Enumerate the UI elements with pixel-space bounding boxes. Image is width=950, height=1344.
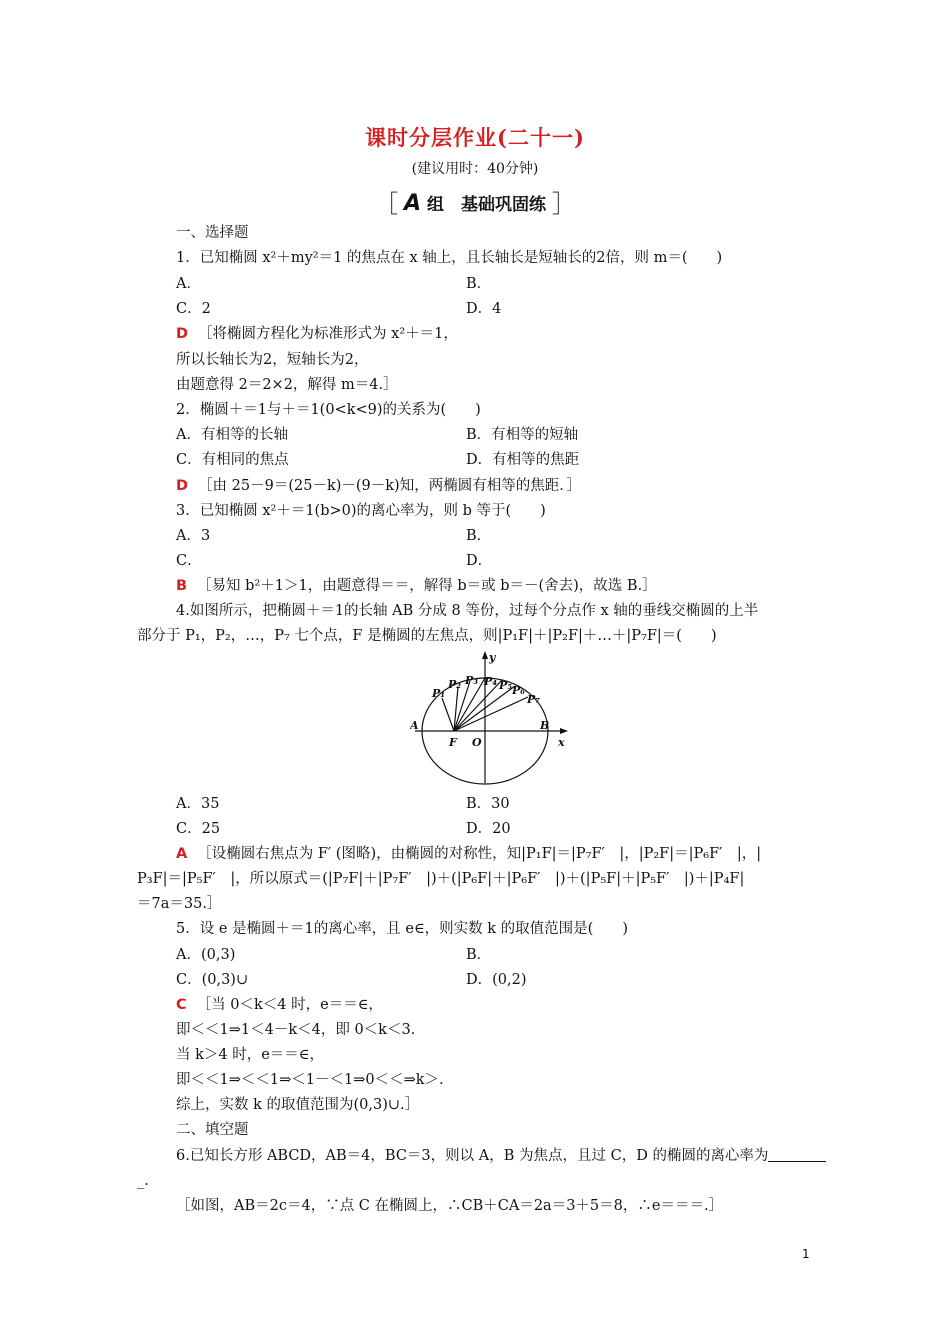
option-a: A．有相等的长轴 — [176, 427, 288, 443]
explanation: 综上，实数 k 的取值范围为(0,3)∪.］ — [176, 1097, 420, 1113]
question-stem-end: _. — [137, 1173, 149, 1189]
option-c: C．25 — [176, 821, 221, 837]
segment-p1 — [442, 698, 454, 731]
label-p4: P₄ — [484, 675, 498, 688]
page-title: 课时分层作业(二十一) — [365, 125, 585, 150]
explanation: 即＜＜1⇒＜＜1⇒＜1－＜1⇒0＜＜⇒k＞. — [176, 1072, 444, 1088]
label-b: B — [540, 719, 550, 732]
label-p3: P₃ — [465, 674, 479, 687]
label-p1: P₁ — [432, 687, 446, 700]
explanation: ［如图，AB＝2c＝4，∵点 C 在椭圆上，∴CB＋CA＝2a＝3＋5＝8，∴e＝＝＝.］ — [176, 1198, 724, 1214]
segment-p7 — [454, 697, 528, 731]
suggested-time: (建议用时：40分钟) — [411, 161, 539, 177]
section-heading: 二、填空题 — [176, 1122, 249, 1138]
label-p5: P₅ — [499, 679, 513, 692]
question-stem — [176, 1146, 826, 1166]
right-bracket: ］ — [551, 190, 576, 218]
option-b: B． — [466, 947, 492, 963]
answer-line — [176, 995, 383, 1015]
explanation: ［易知 b²＋1＞1，由题意得＝＝，解得 b＝或 b＝－(舍去)，故选 B.］ — [197, 578, 657, 594]
group-label: 组 基础巩固练 — [426, 195, 546, 215]
question-stem: 4.如图所示，把椭圆＋＝1的长轴 AB 分成 8 等份，过每个分点作 x 轴的垂线交椭圆的上半 — [176, 603, 759, 619]
answer-letter: D — [176, 478, 189, 494]
question-text: 6.已知长方形 ABCD，AB＝4，BC＝3，则以 A，B 为焦点，且过 C，D 的椭圆的离心率为 — [176, 1148, 769, 1164]
label-x: x — [558, 736, 565, 749]
left-bracket: ［ — [374, 190, 399, 218]
question-stem: 3．已知椭圆 x²＋＝1(b>0)的离心率为，则 b 等于( ) — [176, 503, 546, 519]
x-arrow — [560, 728, 568, 734]
option-b: B．有相等的短轴 — [466, 427, 579, 443]
option-a: A．35 — [176, 796, 220, 812]
option-b: B． — [466, 528, 492, 544]
answer-line — [176, 476, 581, 496]
answer-line — [176, 324, 458, 344]
label-o: O — [472, 736, 482, 749]
label-p7: P₇ — [527, 693, 541, 706]
explanation: P₃F|＝|P₅F′ |，所以原式＝(|P₇F|＋|P₇F′ |)＋(|P₆F|＋|P₆F′ |)＋(|P₅F|＋|P₅F′ |)＋|P₄F| — [137, 871, 745, 887]
option-a: A．3 — [176, 528, 211, 544]
option-d: D．4 — [466, 301, 502, 317]
option-a: A．(0,3) — [176, 947, 236, 963]
option-d: D．(0,2) — [466, 972, 527, 988]
group-heading — [0, 184, 950, 219]
explanation: 即＜＜1⇒1＜4－k＜4，即 0＜k＜3. — [176, 1022, 416, 1038]
option-c: C．2 — [176, 301, 211, 317]
y-arrow — [482, 651, 488, 659]
label-p2: P₂ — [448, 678, 462, 691]
group-letter: A — [404, 191, 422, 216]
explanation: 当 k＞4 时，e＝＝∈， — [176, 1047, 325, 1063]
question-stem: 2．椭圆＋＝1与＋＝1(0<k<9)的关系为( ) — [176, 402, 481, 418]
explanation: ［设椭圆右焦点为 F′ (图略)，由椭圆的对称性，知|P₁F|＝|P₇F′ |，|P₂F|＝|P₆F′ |，| — [197, 846, 762, 862]
explanation: 由题意得 2＝2×2，解得 m＝4.］ — [176, 377, 398, 393]
explanation: ［由 25－9＝(25－k)－(9－k)知，两椭圆有相等的焦距．］ — [198, 478, 581, 494]
label-y: y — [489, 651, 496, 664]
section-heading: 一、选择题 — [176, 225, 249, 241]
explanation: 所以长轴长为2，短轴长为2， — [176, 352, 369, 368]
option-c: C． — [176, 553, 202, 569]
answer-line — [176, 576, 657, 596]
option-b: B．30 — [466, 796, 510, 812]
answer-blank — [768, 1147, 826, 1162]
explanation: ［当 0＜k＜4 时，e＝＝∈， — [196, 997, 383, 1013]
answer-letter: A — [176, 846, 188, 862]
option-c: C．有相同的焦点 — [176, 452, 289, 468]
label-a: A — [410, 719, 419, 732]
option-d: D．20 — [466, 821, 511, 837]
answer-letter: C — [176, 997, 187, 1013]
option-b: B． — [466, 276, 492, 292]
answer-letter: D — [176, 326, 189, 342]
answer-letter: B — [176, 578, 188, 594]
option-d: D． — [466, 553, 493, 569]
page-number: 1 — [802, 1247, 810, 1261]
question-stem: 1．已知椭圆 x²＋my²＝1 的焦点在 x 轴上，且长轴长是短轴长的2倍，则 m＝( ) — [176, 250, 723, 266]
explanation: ［将椭圆方程化为标准形式为 x²＋＝1， — [198, 326, 458, 342]
answer-line — [176, 844, 761, 864]
label-p6: P₆ — [512, 684, 526, 697]
option-c: C．(0,3)∪ — [176, 972, 249, 988]
explanation: ＝7a＝35.］ — [137, 896, 222, 912]
question-stem: 部分于 P₁，P₂，…，P₇ 七个点，F 是椭圆的左焦点，则|P₁F|＋|P₂F|＋…＋|P₇F|＝( ) — [137, 628, 717, 644]
label-f: F — [449, 736, 457, 749]
question-stem: 5．设 e 是椭圆＋＝1的离心率，且 e∈，则实数 k 的取值范围是( ) — [176, 921, 628, 937]
option-d: D．有相等的焦距 — [466, 452, 580, 468]
ellipse-figure — [410, 648, 580, 786]
option-a: A． — [176, 276, 201, 292]
